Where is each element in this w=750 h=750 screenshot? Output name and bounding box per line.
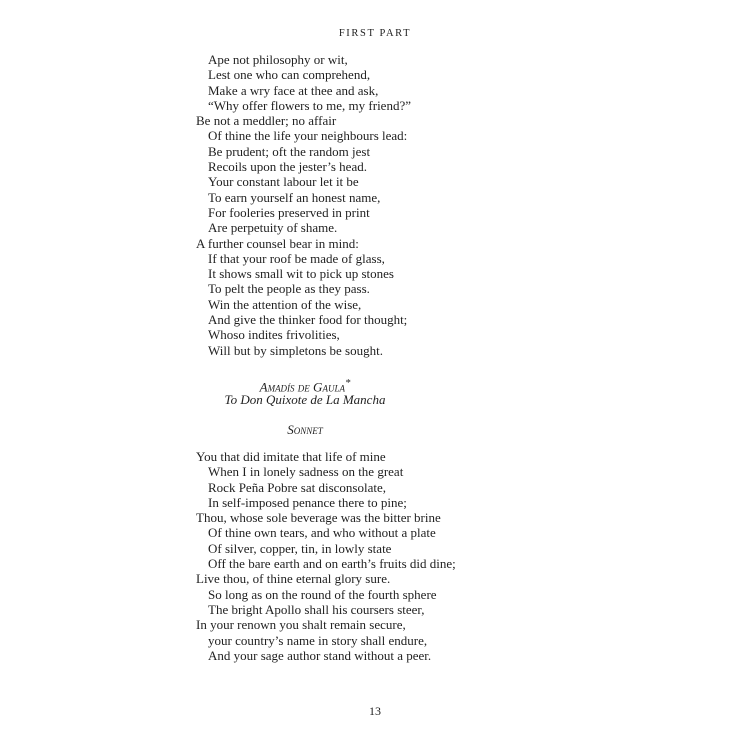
verse-line: Of silver, copper, tin, in lowly state — [208, 540, 392, 556]
verse-line: Rock Peña Pobre sat disconsolate, — [208, 479, 386, 495]
author-name: Amadís de Gaula — [259, 379, 345, 395]
verse-line: A further counsel bear in mind: — [196, 235, 359, 251]
verse-line: In self-imposed penance there to pine; — [208, 494, 407, 510]
verse-line: For fooleries preserved in print — [208, 204, 370, 220]
verse-line: Win the attention of the wise, — [208, 296, 362, 312]
verse-line: Of thine own tears, and who without a plate — [208, 525, 436, 541]
verse-line: Lest one who can comprehend, — [208, 67, 371, 83]
verse-line: Make a wry face at thee and ask, — [208, 82, 379, 98]
poem-one — [196, 52, 496, 358]
verse-line: Be not a meddler; no affair — [196, 113, 337, 129]
verse-line: If that your roof be made of glass, — [208, 250, 385, 266]
verse-line: Are perpetuity of shame. — [208, 220, 338, 236]
verse-line: “Why offer flowers to me, my friend?” — [208, 97, 411, 113]
poem-form-heading: Sonnet — [287, 422, 323, 437]
verse-line: You that did imitate that life of mine — [196, 449, 386, 464]
verse-line: And give the thinker food for thought; — [208, 312, 408, 328]
verse-line: Off the bare earth and on earth’s fruits did dine; — [208, 556, 456, 572]
verse-line: The bright Apollo shall his coursers steer, — [208, 601, 425, 617]
verse-line: And your sage author stand without a peer. — [208, 647, 432, 663]
verse-line: Of thine the life your neighbours lead: — [208, 128, 408, 144]
verse-line: When I in lonely sadness on the great — [208, 464, 404, 480]
running-head: FIRST PART — [338, 28, 412, 39]
verse-line: It shows small wit to pick up stones — [208, 266, 394, 282]
verse-line: To pelt the people as they pass. — [208, 281, 370, 297]
sonnet — [196, 449, 496, 663]
verse-line: Thou, whose sole beverage was the bitter brine — [196, 510, 441, 526]
verse-line: In your renown you shalt remain secure, — [196, 617, 406, 633]
verse-line: Whoso indites frivolities, — [208, 327, 340, 343]
verse-line: To earn yourself an honest name, — [208, 189, 381, 205]
verse-line: Be prudent; oft the random jest — [208, 143, 371, 159]
poem-dedication-heading: To Don Quixote de La Mancha — [224, 392, 386, 407]
footnote-marker: * — [344, 377, 351, 389]
verse-line: Live thou, of thine eternal glory sure. — [196, 571, 391, 587]
verse-line: your country’s name in story shall endure, — [208, 632, 428, 648]
page-number: 13 — [369, 704, 381, 718]
verse-line: Recoils upon the jester’s head. — [208, 159, 367, 175]
verse-line: Ape not philosophy or wit, — [208, 52, 348, 67]
verse-line: So long as on the round of the fourth sphere — [208, 586, 437, 602]
verse-line: Will but by simpletons be sought. — [208, 342, 383, 358]
verse-line: Your constant labour let it be — [208, 174, 359, 190]
